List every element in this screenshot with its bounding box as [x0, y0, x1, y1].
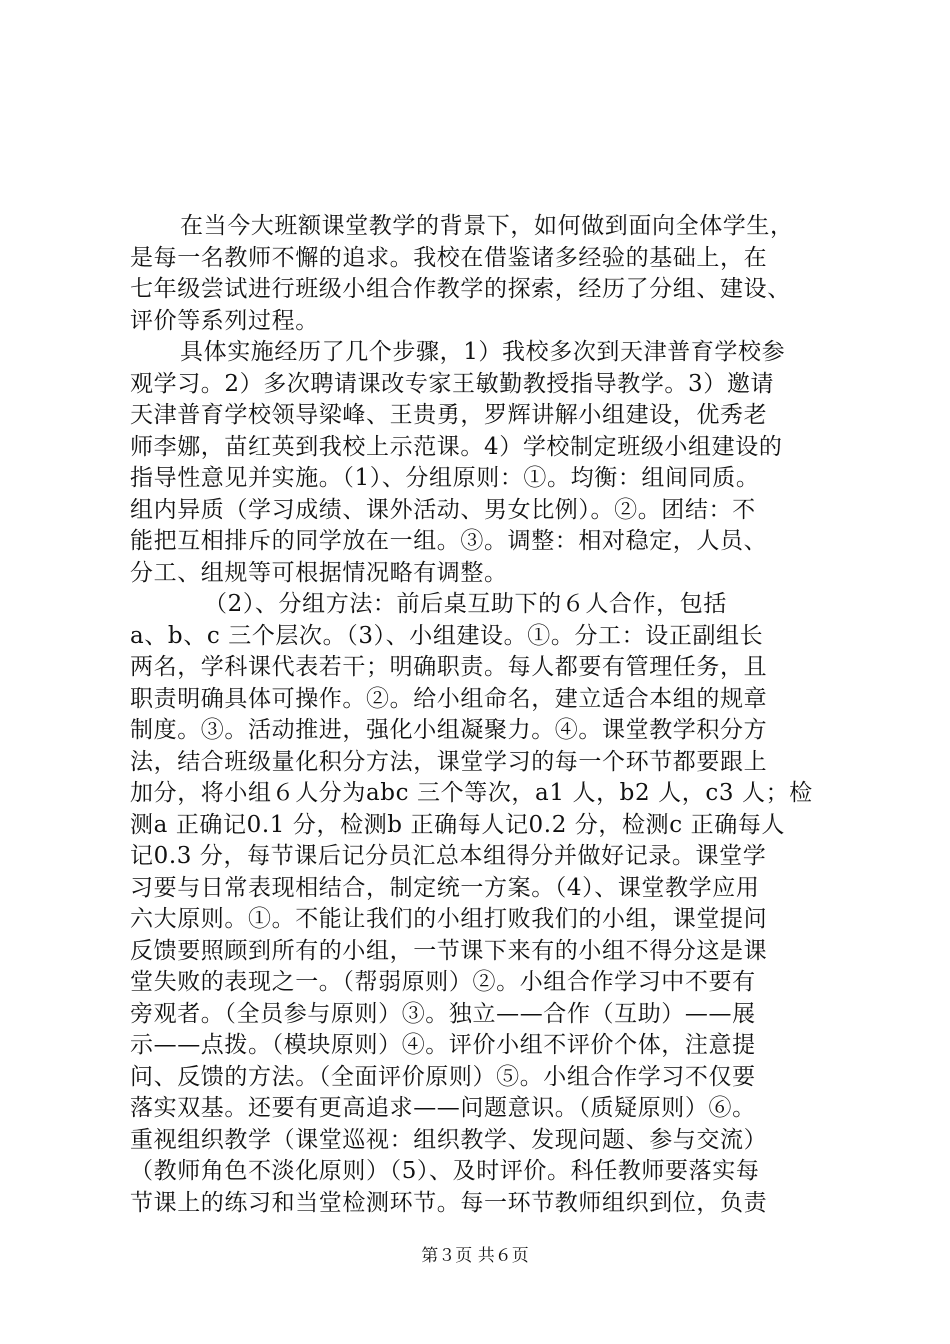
paragraph-line: 七年级尝试进行班级小组合作教学的探索，经历了分组、建设、	[130, 276, 791, 302]
document-body	[130, 211, 860, 1219]
paragraph-line: 法，结合班级量化积分方法，课堂学习的每一个环节都要跟上	[130, 748, 768, 775]
paragraph-line: 制度。③。活动推进，强化小组凝聚力。④。课堂教学积分方	[130, 717, 768, 743]
paragraph-line: 节课上的练习和当堂检测环节。每一环节教师组织到位，负责	[130, 1189, 768, 1216]
paragraph-line: 组内异质（学习成绩、课外活动、男女比例）。②。团结：不	[130, 496, 756, 523]
paragraph-line: 反馈要照顾到所有的小组，一节课下来有的小组不得分这是课	[130, 937, 768, 964]
paragraph-line: 示——点拨。（模块原则）④。评价小组不评价个体，注意提	[130, 1032, 756, 1058]
paragraph-line: 两名，学科课代表若干；明确职责。每人都要有管理任务，且	[130, 654, 768, 680]
paragraph-line: 分工、组规等可根据情况略有调整。	[130, 559, 508, 586]
paragraph-line: 职责明确具体可操作。②。给小组命名，建立适合本组的规章	[130, 685, 768, 712]
paragraph-line: （教师角色不淡化原则）（5）、及时评价。科任教师要落实每	[130, 1158, 760, 1184]
paragraph-line: 重视组织教学（课堂巡视：组织教学、发现问题、参与交流）	[130, 1126, 768, 1153]
paragraph-line: 天津普育学校领导梁峰、王贵勇，罗辉讲解小组建设，优秀老	[130, 402, 768, 428]
paragraph-line: 观学习。2）多次聘请课改专家王敏勤教授指导教学。3）邀请	[130, 370, 775, 397]
page-footer	[0, 1246, 950, 1266]
paragraph-line: （2）、分组方法：前后桌互助下的６人合作，包括	[204, 591, 727, 617]
paragraph-line: 能把互相排斥的同学放在一组。③。调整：相对稳定，人员、	[130, 528, 768, 554]
paragraph-line: 测a 正确记0.1 分，检测b 正确每人记0.2 分，检测c 正确每人	[130, 811, 786, 838]
paragraph-line: 旁观者。（全员参与原则）③。独立——合作（互助）——展	[130, 1000, 756, 1027]
page-number-label: 第３页 共６页	[421, 1246, 529, 1266]
paragraph-line: 指导性意见并实施。（1）、分组原则：①。均衡：组间同质。	[130, 465, 760, 491]
paragraph-line: 具体实施经历了几个步骤，1）我校多次到天津普育学校参	[180, 339, 786, 365]
paragraph-line: a、b、c 三个层次。（3）、小组建设。①。分工：设正副组长	[130, 622, 764, 649]
paragraph-line: 在当今大班额课堂教学的背景下，如何做到面向全体学生，	[180, 213, 794, 239]
paragraph-line: 记0.3 分，每节课后记分员汇总本组得分并做好记录。课堂学	[130, 843, 767, 869]
paragraph-line: 加分，将小组６人分为abc 三个等次，a1 人，b2 人，c3 人；检	[130, 780, 813, 806]
paragraph-line: 六大原则。①。不能让我们的小组打败我们的小组，课堂提问	[130, 906, 768, 932]
paragraph-line: 是每一名教师不懈的追求。我校在借鉴诸多经验的基础上，在	[130, 244, 768, 271]
paragraph-line: 师李娜，苗红英到我校上示范课。4）学校制定班级小组建设的	[130, 433, 783, 460]
paragraph-line: 习要与日常表现相结合，制定统一方案。（4）、课堂教学应用	[130, 874, 760, 901]
paragraph-line: 评价等系列过程。	[130, 307, 319, 334]
paragraph-line: 堂失败的表现之一。（帮弱原则）②。小组合作学习中不要有	[130, 969, 756, 995]
paragraph-line: 落实双基。还要有更高追求——问题意识。（质疑原则）⑥。	[130, 1095, 756, 1121]
paragraph-line: 问、反馈的方法。（全面评价原则）⑤。小组合作学习不仅要	[130, 1063, 756, 1090]
